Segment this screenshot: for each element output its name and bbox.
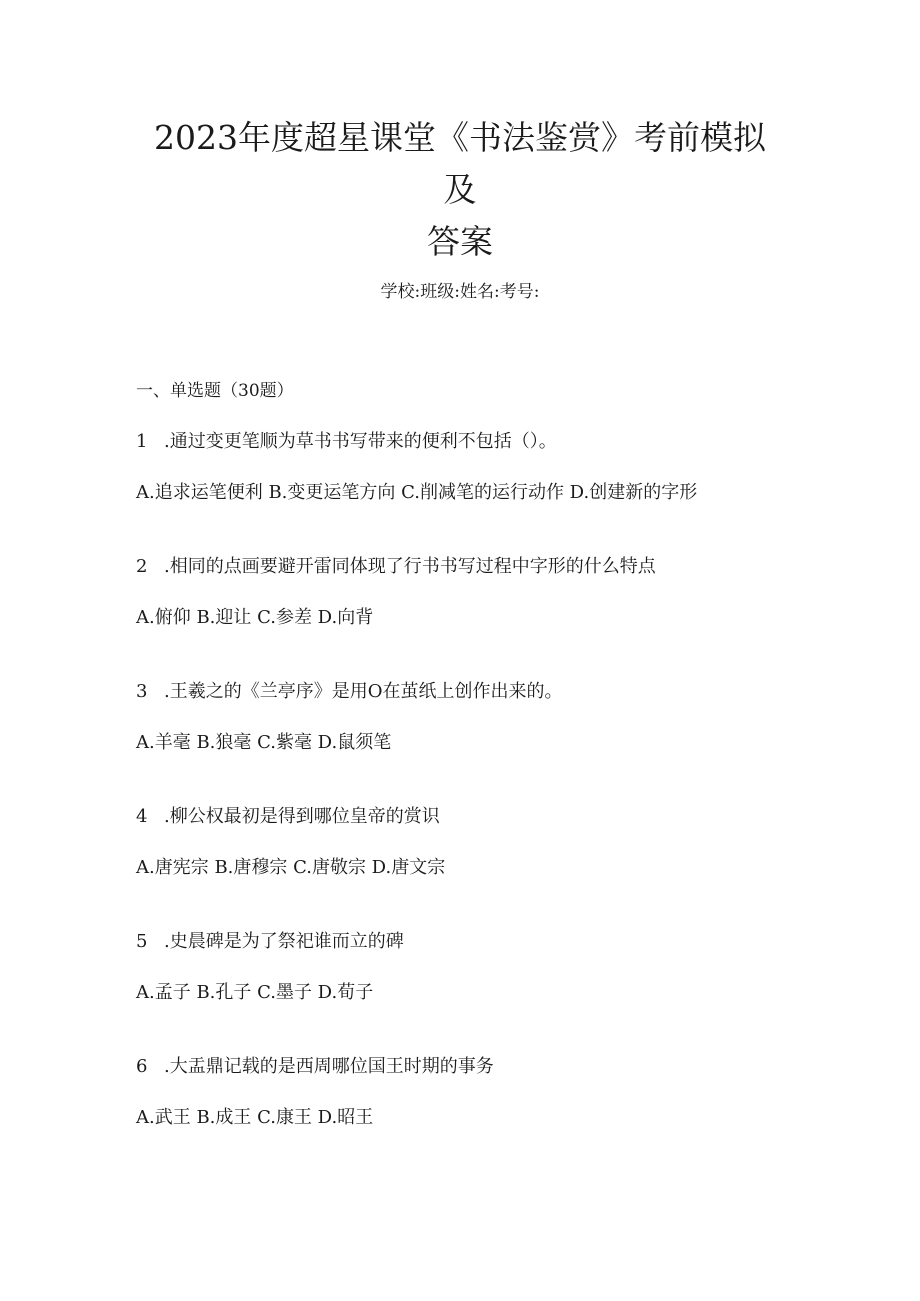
document-title-line-2: 及 <box>443 170 477 209</box>
question-text: .通过变更笔顺为草书书写带来的便利不包括（）。 <box>164 431 557 452</box>
question-text: .柳公权最初是得到哪位皇帝的赏识 <box>164 806 440 827</box>
question-6-options: A.武王 B.成王 C.康王 D.昭王 <box>136 1107 374 1128</box>
section-heading: 一、单选题（30题） <box>136 381 294 401</box>
question-2-options: A.俯仰 B.迎让 C.参差 D.向背 <box>136 607 374 628</box>
question-text: .大盂鼎记载的是西周哪位国王时期的事务 <box>164 1056 494 1077</box>
question-2 <box>136 554 656 580</box>
question-text: .相同的点画要避开雷同体现了行书书写过程中字形的什么特点 <box>164 556 656 577</box>
question-4-options: A.唐宪宗 B.唐穆宗 C.唐敬宗 D.唐文宗 <box>136 857 446 878</box>
document-title-line-1: 2023年度超星课堂《书法鉴赏》考前模拟 <box>154 118 766 157</box>
question-number: 2 <box>136 556 148 577</box>
student-info-line: 学校:班级:姓名:考号: <box>380 282 540 302</box>
question-number: 1 <box>136 431 148 452</box>
question-number: 3 <box>136 681 148 702</box>
question-number: 6 <box>136 1056 148 1077</box>
question-number: 5 <box>136 931 148 952</box>
question-4 <box>136 804 440 830</box>
question-text: .王羲之的《兰亭序》是用O在茧纸上创作出来的。 <box>164 681 563 702</box>
document-title-line-3: 答案 <box>427 222 493 261</box>
question-5-options: A.孟子 B.孔子 C.墨子 D.荀子 <box>136 982 374 1003</box>
question-1 <box>136 429 557 455</box>
question-3 <box>136 679 562 705</box>
question-5 <box>136 929 404 955</box>
question-1-options: A.追求运笔便利 B.变更运笔方向 C.削减笔的运行动作 D.创建新的字形 <box>136 482 698 503</box>
question-text: .史晨碑是为了祭祀谁而立的碑 <box>164 931 404 952</box>
question-number: 4 <box>136 806 148 827</box>
question-6 <box>136 1054 494 1080</box>
question-3-options: A.羊毫 B.狼毫 C.紫毫 D.鼠须笔 <box>136 732 392 753</box>
